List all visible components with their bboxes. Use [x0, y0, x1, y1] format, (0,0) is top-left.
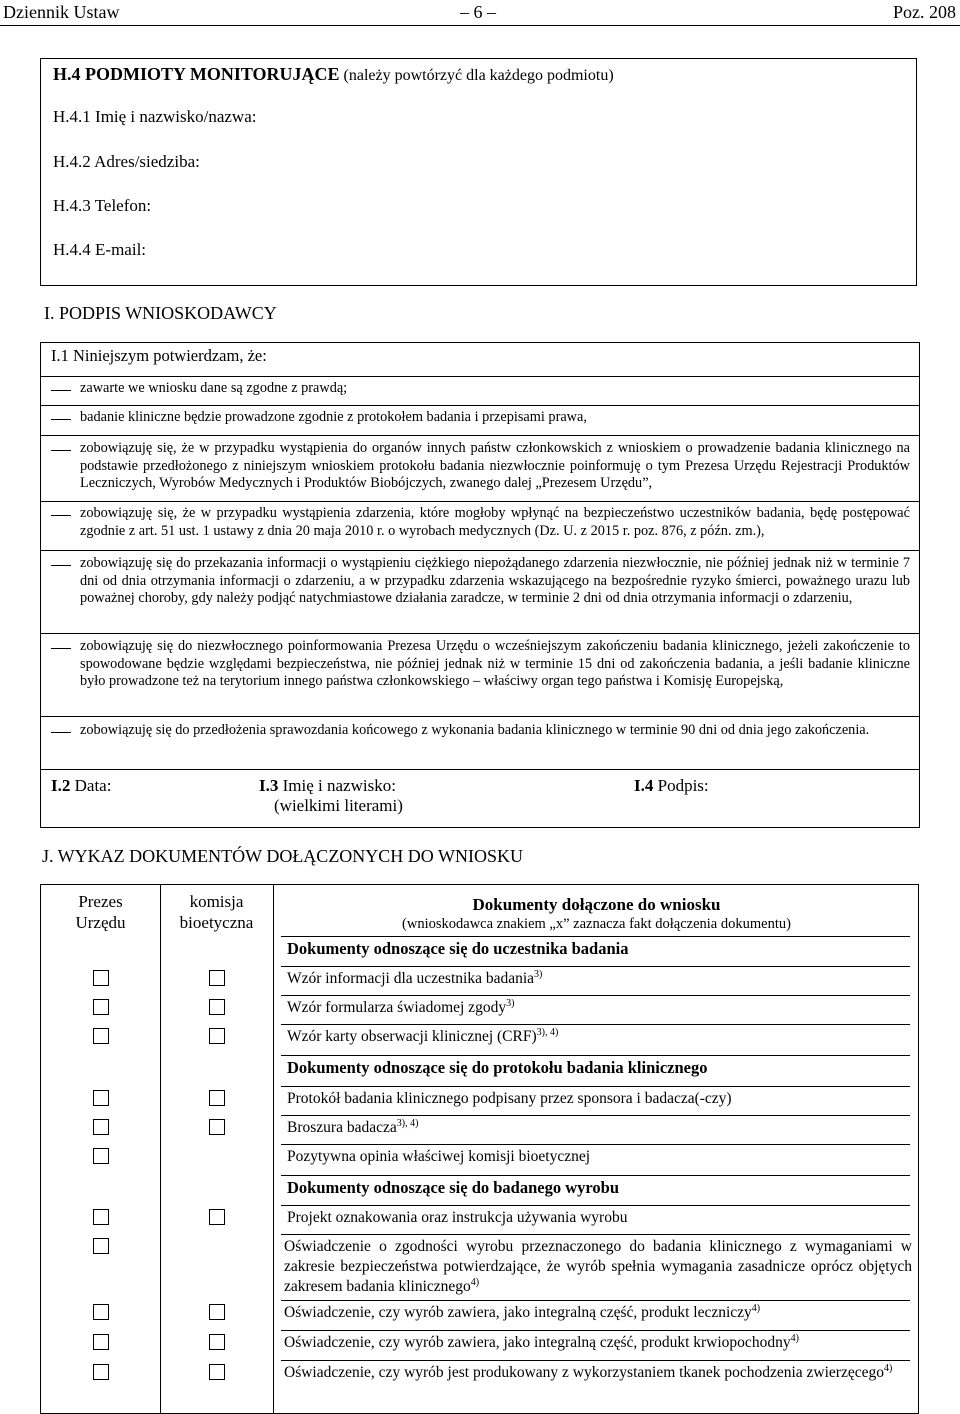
field-address-label: H.4.2 Adres/siedziba: — [53, 152, 200, 171]
document-row-label: Wzór formularza świadomej zgody$^{3)}$ — [287, 998, 515, 1016]
row-separator — [281, 1055, 910, 1056]
checkbox-ethics[interactable] — [209, 1090, 225, 1106]
section-j-title: J. WYKAZ DOKUMENTÓW DOŁĄCZONYCH DO WNIOSKU — [42, 846, 523, 866]
row-separator — [281, 995, 910, 996]
document-group-heading: Dokumenty odnoszące się do protokołu badania klinicznego — [287, 1058, 708, 1077]
row-separator — [281, 1144, 910, 1145]
header-rule — [0, 25, 960, 26]
checkbox-office[interactable] — [93, 999, 109, 1015]
checkbox-office[interactable] — [93, 1028, 109, 1044]
document-row-label: Wzór informacji dla uczestnika badania$^{3)}$ — [287, 969, 543, 987]
document-row-label: Wzór karty obserwacji klinicznej (CRF)$^{3), 4)}$ — [287, 1027, 559, 1045]
row-separator — [281, 1360, 910, 1361]
statement-item: zawarte we wniosku dane są zgodne z prawdą; — [80, 380, 348, 396]
checkbox-ethics[interactable] — [209, 1028, 225, 1044]
applicant-signature-box — [40, 342, 920, 828]
footnote-ref: 3), 4) — [396, 1118, 419, 1129]
row-separator — [281, 1205, 910, 1206]
i1-heading: I.1 Niniejszym potwierdzam, że: — [51, 346, 267, 365]
col-head-office: Prezes Urzędu — [75, 892, 126, 932]
footnote-ref: 3) — [506, 998, 515, 1009]
col-head-documents: Dokumenty dołączone do wniosku — [472, 895, 721, 914]
row-separator — [281, 1300, 910, 1301]
checkbox-office[interactable] — [93, 1209, 109, 1225]
statement-item: badanie kliniczne będzie prowadzone zgodnie z protokołem badania i przepisami prawa, — [80, 409, 587, 425]
field-email-label: H.4.4 E-mail: — [53, 240, 147, 259]
footnote-ref: 3) — [534, 969, 543, 980]
page-number: – 6 – — [460, 2, 496, 22]
field-name-label: H.4.1 Imię i nazwisko/nazwa: — [53, 107, 257, 126]
row-separator — [281, 1024, 910, 1025]
checkbox-ethics[interactable] — [209, 970, 225, 986]
statement-item: zobowiązuję się do niezwłocznego poinformowania Prezesa Urzędu o wcześniejszym zakończeniu badania klinicznego, jeżeli zakończenie to spowodowane będzie względami bezpieczeństwa, nie później jednak niż w terminie 15 dni od zakończenia badania, a jeśli badanie kliniczne było prowadzone też na terytorium innego państwa członkowskiego – właściwy organ tego państwa i Komisję Europejską, — [80, 638, 910, 689]
checkbox-ethics[interactable] — [209, 1209, 225, 1225]
checkbox-ethics[interactable] — [209, 1119, 225, 1135]
checkbox-office[interactable] — [93, 1090, 109, 1106]
document-row-label: Broszura badacza$^{3), 4)}$ — [287, 1118, 419, 1136]
row-separator — [281, 1330, 910, 1331]
checkbox-ethics[interactable] — [209, 1364, 225, 1380]
date-label: I.2 Data: — [51, 776, 112, 795]
document-row-label: Protokół badania klinicznego podpisany przez sponsora i badacza(-czy) — [287, 1090, 732, 1107]
row-separator — [281, 1175, 910, 1176]
footnote-ref: 3), 4) — [536, 1027, 559, 1038]
document-row-label: Oświadczenie o zgodności wyrobu przeznaczonego do badania klinicznego z wymaganiami w zakresie bezpieczeństwa potwierdzające, że wyrób spełnia wymagania zasadnicze oprócz objętych zakresem badania klinicznego$^{4)}$ — [284, 1238, 912, 1295]
checkbox-ethics[interactable] — [209, 1304, 225, 1320]
field-phone-label: H.4.3 Telefon: — [53, 196, 152, 215]
document-row-label: Oświadczenie, czy wyrób zawiera, jako integralną część, produkt leczniczy$^{4)}$ — [284, 1303, 761, 1321]
signature-label: I.4 Podpis: — [634, 776, 709, 795]
name-sublabel: (wielkimi literami) — [274, 796, 403, 815]
statement-item: zobowiązuję się, że w przypadku wystąpienia zdarzenia, które mogłoby wpłynąć na bezpieczeństwo uczestników badania, będę postępować zgodnie z art. 51 ust. 1 ustawy z dnia 20 maja 2010 r. o wyrobach medycznych (Dz. U. z 2015 r. poz. 876, z późn. zm.), — [80, 505, 910, 539]
row-separator — [281, 1234, 910, 1235]
document-row-label: Pozytywna opinia właściwej komisji bioetycznej — [287, 1148, 591, 1165]
checkbox-office[interactable] — [93, 970, 109, 986]
footnote-ref: 4) — [470, 1277, 480, 1288]
checkbox-office[interactable] — [93, 1334, 109, 1350]
statement-item: zobowiązuję się do przedłożenia sprawozdania końcowego z wykonania badania klinicznego w terminie 90 dni od dnia jego zakończenia. — [80, 722, 870, 738]
document-row-label: Projekt oznakowania oraz instrukcja używania wyrobu — [287, 1209, 628, 1226]
h4-title: H.4 PODMIOTY MONITORUJĄCE (należy powtórzyć dla każdego podmiotu) — [53, 64, 614, 84]
checkbox-office[interactable] — [93, 1238, 109, 1254]
footnote-ref: 4) — [751, 1303, 761, 1314]
checkbox-office[interactable] — [93, 1364, 109, 1380]
checkbox-ethics[interactable] — [209, 999, 225, 1015]
checkbox-office[interactable] — [93, 1304, 109, 1320]
name-label: I.3 Imię i nazwisko: — [259, 776, 396, 795]
statement-item: zobowiązuję się, że w przypadku wystąpienia do organów innych państw członkowskich z wnioskiem o prowadzenie badania klinicznego na podstawie przedłożonego z niniejszym wnioskiem protokołu badania niezwłocznie poinformuję o tym Prezesa Urzędu Rejestracji Produktów Leczniczych, Wyrobów Medycznych i Produktów Biobójczych, zwanego dalej „Prezesem Urzędu”, — [80, 440, 910, 491]
footnote-ref: 4) — [883, 1363, 893, 1374]
section-i-title: I. PODPIS WNIOSKODAWCY — [44, 303, 277, 323]
row-separator — [281, 1115, 910, 1116]
row-separator — [281, 936, 910, 937]
document-group-heading: Dokumenty odnoszące się do badanego wyrobu — [287, 1178, 620, 1197]
col-head-note: (wnioskodawca znakiem „x” zaznacza fakt dołączenia dokumentu) — [402, 916, 791, 932]
documents-table — [40, 884, 919, 1414]
checkbox-office[interactable] — [93, 1148, 109, 1164]
col-head-ethics: komisja bioetyczna — [179, 892, 254, 932]
row-separator — [281, 1086, 910, 1087]
document-row-label: Oświadczenie, czy wyrób zawiera, jako integralną część, produkt krwiopochodny$^{4)}$ — [284, 1333, 799, 1351]
row-separator — [281, 966, 910, 967]
document-row-label: Oświadczenie, czy wyrób jest produkowany z wykorzystaniem tkanek pochodzenia zwierzęcego$^{4)}$ — [284, 1363, 893, 1381]
statement-item: zobowiązuję się do przekazania informacji o wystąpieniu ciężkiego niepożądanego zdarzenia niezwłocznie, nie później jednak niż w terminie 7 dni od dnia otrzymania informacji o zdarzeniu, a w przypadku zdarzenia wskazującego na bezpośrednie ryzyko śmierci, poważnego urazu lub poważnej choroby, gdy należy podjąć natychmiastowe działania zaradcze, w terminie 2 dni od dnia otrzymania informacji o zdarzeniu, — [80, 555, 910, 606]
document-group-heading: Dokumenty odnoszące się do uczestnika badania — [287, 939, 629, 958]
checkbox-ethics[interactable] — [209, 1334, 225, 1350]
checkbox-office[interactable] — [93, 1119, 109, 1135]
position-number: Poz. 208 — [893, 2, 956, 22]
footnote-ref: 4) — [790, 1333, 799, 1344]
journal-name: Dziennik Ustaw — [3, 2, 120, 22]
monitoring-entities-box — [40, 58, 917, 286]
